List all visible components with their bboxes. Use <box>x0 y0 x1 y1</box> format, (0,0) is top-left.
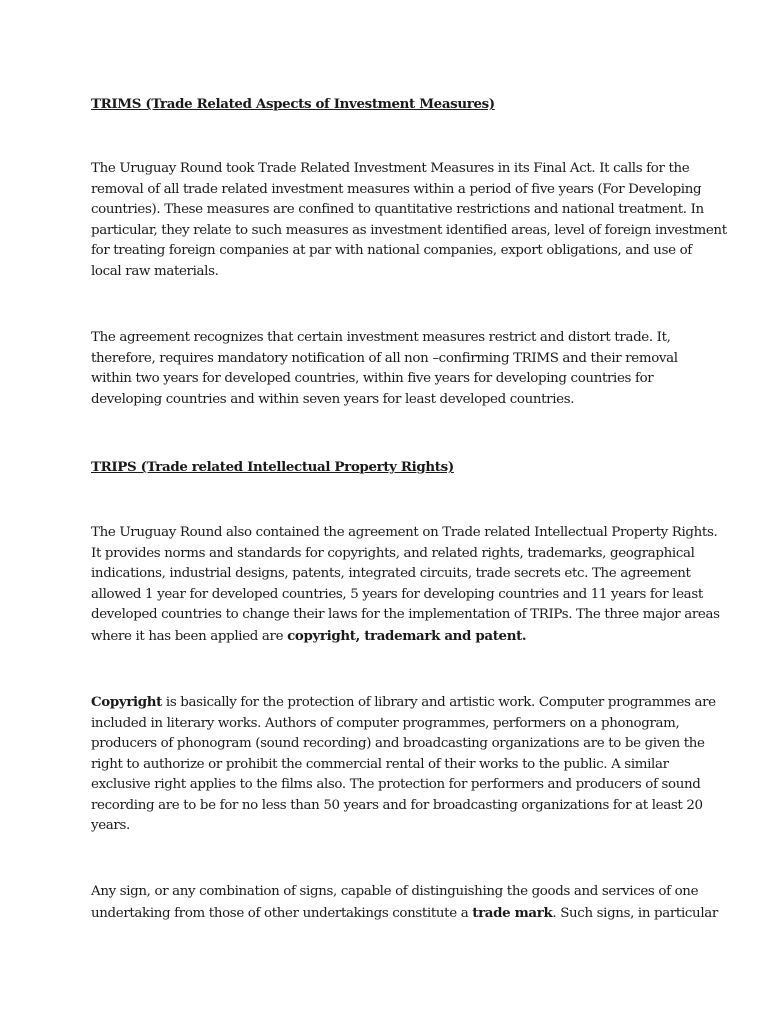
text-line: It provides norms and standards for copyrights, and related rights, trademarks, geographical <box>91 545 695 561</box>
trims-paragraph-1 <box>91 159 727 282</box>
text-line: The Uruguay Round took Trade Related Investment Measures in its Final Act. It calls for the <box>91 161 690 176</box>
text-line <box>91 903 718 925</box>
text-line: years. <box>91 818 130 833</box>
text-run: . Such signs, in particular <box>552 905 718 921</box>
text-line: indications, industrial designs, patents, integrated circuits, trade secrets etc. The agreement <box>91 566 691 581</box>
trims-paragraph-2 <box>91 328 681 410</box>
text-line: The agreement recognizes that certain investment measures restrict and distort trade. It, <box>91 330 671 345</box>
text-line <box>91 692 716 714</box>
text-line: recording are to be for no less than 50 years and for broadcasting organizations for at least 20 <box>91 797 703 813</box>
text-line: included in literary works. Authors of computer programmes, performers on a phonogram, <box>91 715 680 731</box>
text-line: particular, they relate to such measures as investment identified areas, level of foreign investment <box>91 222 727 238</box>
text-line: right to authorize or prohibit the commercial rental of their works to the public. A similar <box>91 756 669 772</box>
text-line: developed countries to change their laws for the implementation of TRIPs. The three major areas <box>91 607 720 622</box>
bold-text: copyright, trademark and patent. <box>287 627 527 644</box>
text-line: The Uruguay Round also contained the agreement on Trade related Intellectual Property Rights. <box>91 525 718 540</box>
text-run: is basically for the protection of library and artistic work. Computer programmes are <box>162 695 716 710</box>
trips-heading: TRIPS (Trade related Intellectual Property Rights) <box>91 459 454 475</box>
trims-heading: TRIMS (Trade Related Aspects of Investment Measures) <box>91 96 495 112</box>
text-run: where it has been applied are <box>91 628 288 644</box>
bold-text: Copyright <box>91 694 163 710</box>
text-run: undertaking from those of other undertakings constitute a <box>91 905 473 921</box>
text-line: developing countries and within seven years for least developed countries. <box>91 391 575 407</box>
trademark-paragraph <box>91 882 718 924</box>
text-line: local raw materials. <box>91 263 219 279</box>
bold-text: trade mark <box>472 904 553 921</box>
text-line: exclusive right applies to the films also. The protection for performers and producers of sound <box>91 777 701 792</box>
trips-paragraph-1 <box>91 523 720 647</box>
copyright-paragraph <box>91 692 716 837</box>
text-line: producers of phonogram (sound recording) and broadcasting organizations are to be given the <box>91 736 705 751</box>
text-line: within two years for developed countries, within five years for developing countries for <box>91 371 654 386</box>
text-line: allowed 1 year for developed countries, 5 years for developing countries and 11 years for least <box>91 586 703 602</box>
text-line: countries). These measures are confined to quantitative restrictions and national treatment. In <box>91 202 704 217</box>
text-line: Any sign, or any combination of signs, capable of distinguishing the goods and services of one <box>91 884 699 899</box>
text-line <box>91 626 681 648</box>
text-line: for treating foreign companies at par with national companies, export obligations, and use of <box>91 243 692 258</box>
text-line: therefore, requires mandatory notification of all non –confirming TRIMS and their removal <box>91 350 678 366</box>
text-line: removal of all trade related investment measures within a period of five years (For Developing <box>91 181 702 197</box>
